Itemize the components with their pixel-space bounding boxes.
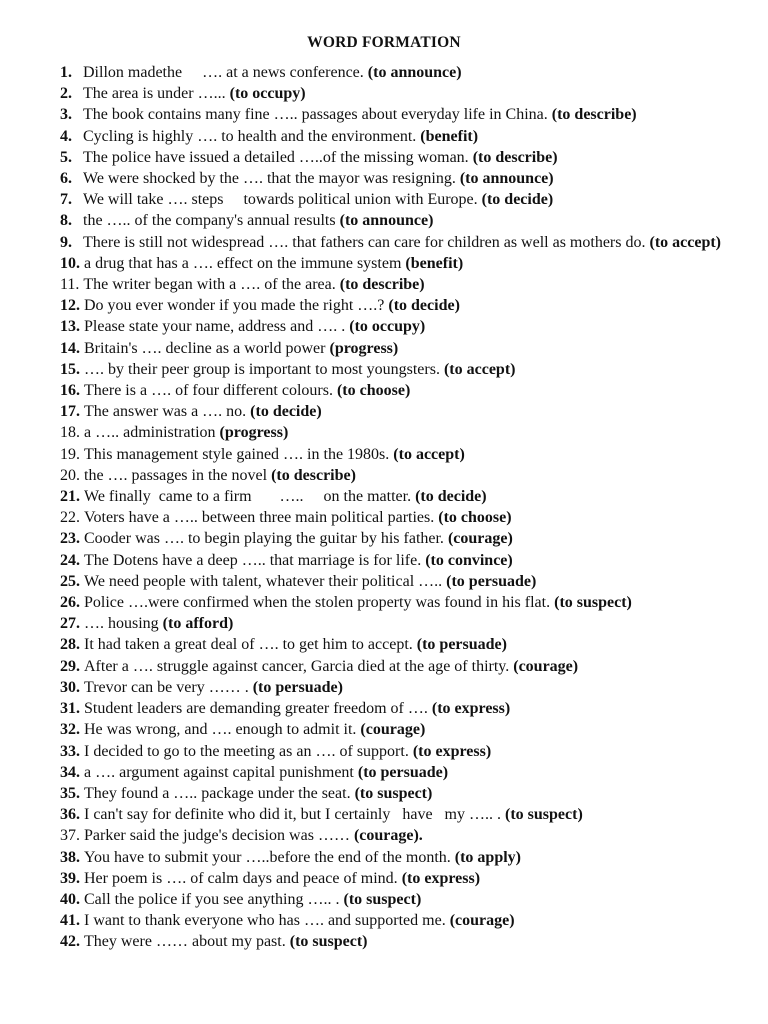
- item-sentence: You have to submit your …..before the end of the month.: [84, 848, 451, 866]
- item-root-word-hint: (courage): [513, 657, 579, 675]
- exercise-item: [60, 253, 722, 274]
- item-root-word-hint: (to apply): [454, 848, 521, 866]
- item-number: 28.: [60, 636, 80, 654]
- item-number: 17.: [60, 403, 80, 421]
- exercise-item: [60, 634, 722, 655]
- item-number: 6.: [60, 170, 72, 188]
- exercise-item: [60, 316, 722, 337]
- exercise-item: [60, 126, 722, 147]
- item-number: 42.: [60, 933, 80, 951]
- exercise-item: [60, 825, 722, 846]
- exercise-item: [60, 444, 722, 465]
- item-sentence: a drug that has a …. effect on the immune system: [84, 254, 402, 272]
- item-root-word-hint: (courage).: [353, 827, 423, 845]
- item-number: 12.: [60, 297, 80, 315]
- item-root-word-hint: (to convince): [425, 551, 513, 569]
- item-number: 38.: [60, 848, 80, 866]
- item-sentence: Britain's …. decline as a world power: [84, 339, 326, 357]
- exercise-item: [60, 486, 722, 507]
- item-sentence: Her poem is …. of calm days and peace of mind.: [84, 869, 398, 887]
- item-number: 5.: [60, 148, 72, 166]
- item-sentence: It had taken a great deal of …. to get him to accept.: [84, 636, 413, 654]
- item-root-word-hint: (to announce): [367, 64, 462, 81]
- item-sentence: I decided to go to the meeting as an …. of support.: [84, 742, 409, 760]
- item-number: 37.: [60, 827, 80, 845]
- item-number: 41.: [60, 912, 80, 930]
- item-number: 20.: [60, 466, 80, 484]
- item-sentence: Police ….were confirmed when the stolen property was found in his flat.: [84, 594, 551, 612]
- item-root-word-hint: (to occupy): [229, 85, 306, 103]
- item-sentence: Student leaders are demanding greater freedom of ….: [84, 700, 428, 718]
- item-root-word-hint: (to accept): [649, 233, 721, 251]
- item-number: 11.: [60, 276, 80, 294]
- item-root-word-hint: (to accept): [443, 360, 516, 378]
- exercise-item: [60, 104, 722, 125]
- item-sentence: …. housing: [84, 615, 159, 633]
- exercise-item: [60, 910, 722, 931]
- item-root-word-hint: (progress): [329, 339, 399, 357]
- item-root-word-hint: (to choose): [438, 509, 512, 527]
- page-title: WORD FORMATION: [307, 34, 461, 51]
- item-root-word-hint: (to describe): [339, 276, 425, 294]
- exercise-item: [60, 931, 722, 952]
- exercise-item: [60, 83, 722, 104]
- exercise-item: [60, 189, 722, 210]
- item-sentence: They found a ….. package under the seat.: [84, 784, 351, 802]
- exercise-item: [60, 719, 722, 740]
- item-root-word-hint: (to suspect): [554, 594, 632, 612]
- item-sentence: Parker said the judge's decision was ……: [84, 827, 350, 845]
- item-number: 7.: [60, 191, 72, 209]
- item-root-word-hint: (to persuade): [416, 636, 507, 654]
- item-root-word-hint: (to choose): [336, 382, 411, 400]
- item-number: 18.: [60, 424, 80, 442]
- item-sentence: a ….. administration: [84, 424, 216, 442]
- item-sentence: Do you ever wonder if you made the right ….?: [84, 297, 385, 315]
- exercise-item: [60, 62, 722, 83]
- item-number: 23.: [60, 530, 80, 548]
- exercise-item: [60, 232, 722, 253]
- item-root-word-hint: (to decide): [250, 403, 322, 421]
- item-number: 15.: [60, 360, 80, 378]
- item-number: 3.: [60, 106, 72, 124]
- item-number: 25.: [60, 572, 80, 590]
- item-root-word-hint: (to suspect): [289, 933, 368, 951]
- item-sentence: the …. passages in the novel: [84, 466, 268, 484]
- item-root-word-hint: (progress): [219, 424, 289, 442]
- item-root-word-hint: (to decide): [481, 191, 554, 209]
- item-sentence: The book contains many fine ….. passages about everyday life in China.: [83, 106, 548, 124]
- item-sentence: After a …. struggle against cancer, Garcia died at the age of thirty.: [84, 657, 510, 675]
- item-root-word-hint: (to persuade): [446, 572, 537, 590]
- item-number: 35.: [60, 784, 80, 802]
- item-number: 22.: [60, 509, 80, 527]
- item-sentence: We were shocked by the …. that the mayor was resigning.: [83, 170, 456, 188]
- item-number: 14.: [60, 339, 80, 357]
- exercise-item: [60, 210, 722, 231]
- item-sentence: Please state your name, address and …. .: [84, 318, 346, 336]
- exercise-item: [60, 592, 722, 613]
- exercise-item: [60, 168, 722, 189]
- item-sentence: The writer began with a …. of the area.: [83, 276, 336, 294]
- exercise-list: [60, 62, 722, 953]
- exercise-item: [60, 783, 722, 804]
- item-sentence: I want to thank everyone who has …. and supported me.: [84, 912, 446, 930]
- exercise-item: [60, 698, 722, 719]
- item-sentence: The police have issued a detailed …..of the missing woman.: [83, 148, 469, 166]
- item-number: 16.: [60, 382, 80, 400]
- item-number: 26.: [60, 594, 80, 612]
- exercise-item: [60, 380, 722, 401]
- item-sentence: Trevor can be very …… .: [84, 678, 249, 696]
- item-number: 39.: [60, 869, 80, 887]
- exercise-item: [60, 571, 722, 592]
- item-number: 19.: [60, 445, 80, 463]
- exercise-item: [60, 295, 722, 316]
- item-number: 40.: [60, 890, 80, 908]
- item-root-word-hint: (to occupy): [349, 318, 426, 336]
- item-root-word-hint: (to describe): [472, 148, 558, 166]
- exercise-item: [60, 465, 722, 486]
- item-root-word-hint: (to describe): [271, 466, 356, 484]
- item-number: 9.: [60, 233, 72, 251]
- item-sentence: This management style gained …. in the 1980s.: [84, 445, 390, 463]
- item-root-word-hint: (to announce): [459, 170, 554, 188]
- item-root-word-hint: (to announce): [339, 212, 434, 230]
- exercise-item: [60, 804, 722, 825]
- item-root-word-hint: (courage): [449, 912, 515, 930]
- item-sentence: There is still not widespread …. that fathers can care for children as well as mothers do.: [83, 233, 646, 251]
- item-root-word-hint: (to express): [412, 742, 492, 760]
- item-sentence: There is a …. of four different colours.: [84, 382, 333, 400]
- item-sentence: They were …… about my past.: [84, 933, 286, 951]
- item-number: 36.: [60, 806, 80, 824]
- item-number: 13.: [60, 318, 80, 336]
- item-sentence: I can't say for definite who did it, but I certainly have my ….. .: [84, 806, 501, 824]
- item-number: 4.: [60, 127, 72, 145]
- exercise-item: [60, 338, 722, 359]
- exercise-item: [60, 507, 722, 528]
- item-root-word-hint: (to persuade): [252, 678, 343, 696]
- exercise-item: [60, 889, 722, 910]
- item-sentence: a …. argument against capital punishment: [84, 763, 354, 781]
- item-number: 21.: [60, 488, 80, 506]
- exercise-item: [60, 677, 722, 698]
- item-sentence: The area is under …...: [83, 85, 226, 103]
- item-root-word-hint: (benefit): [420, 127, 479, 145]
- item-number: 33.: [60, 742, 80, 760]
- item-root-word-hint: (to express): [401, 869, 481, 887]
- item-root-word-hint: (to suspect): [343, 890, 422, 908]
- item-root-word-hint: (to afford): [162, 615, 234, 633]
- item-sentence: Cooder was …. to begin playing the guitar by his father.: [84, 530, 444, 548]
- item-root-word-hint: (to persuade): [357, 763, 449, 781]
- item-sentence: We will take …. steps towards political union with Europe.: [83, 191, 478, 209]
- exercise-item: [60, 656, 722, 677]
- item-number: 29.: [60, 657, 80, 675]
- item-number: 27.: [60, 615, 80, 633]
- exercise-item: [60, 401, 722, 422]
- item-number: 31.: [60, 700, 80, 718]
- item-sentence: He was wrong, and …. enough to admit it.: [84, 721, 357, 739]
- exercise-item: [60, 847, 722, 868]
- item-sentence: We finally came to a firm ….. on the matter.: [84, 488, 412, 506]
- item-number: 32.: [60, 721, 80, 739]
- item-root-word-hint: (courage): [360, 721, 426, 739]
- exercise-item: [60, 147, 722, 168]
- item-number: 10.: [60, 254, 80, 272]
- exercise-item: [60, 359, 722, 380]
- item-sentence: Cycling is highly …. to health and the environment.: [83, 127, 417, 145]
- item-sentence: the ….. of the company's annual results: [83, 212, 336, 230]
- exercise-item: [60, 422, 722, 443]
- item-number: 34.: [60, 763, 80, 781]
- item-number: 1.: [60, 64, 72, 81]
- item-sentence: The answer was a …. no.: [84, 403, 247, 421]
- exercise-item: [60, 613, 722, 634]
- item-sentence: Dillon madethe …. at a news conference.: [83, 64, 364, 81]
- item-number: 8.: [60, 212, 72, 230]
- exercise-item: [60, 550, 722, 571]
- item-root-word-hint: (to express): [431, 700, 511, 718]
- item-root-word-hint: (to suspect): [354, 784, 433, 802]
- item-sentence: Call the police if you see anything ….. .: [84, 890, 340, 908]
- item-root-word-hint: (to decide): [388, 297, 460, 315]
- item-root-word-hint: (to describe): [551, 106, 637, 124]
- item-root-word-hint: (to accept): [393, 445, 465, 463]
- exercise-item: [60, 868, 722, 889]
- item-sentence: We need people with talent, whatever their political …..: [84, 572, 443, 590]
- item-number: 24.: [60, 551, 80, 569]
- item-sentence: Voters have a ….. between three main political parties.: [84, 509, 435, 527]
- item-root-word-hint: (to suspect): [505, 806, 583, 824]
- item-root-word-hint: (to decide): [415, 488, 487, 506]
- item-sentence: …. by their peer group is important to most youngsters.: [84, 360, 440, 378]
- exercise-item: [60, 741, 722, 762]
- item-root-word-hint: (courage): [447, 530, 513, 548]
- item-number: 30.: [60, 678, 80, 696]
- exercise-item: [60, 528, 722, 549]
- exercise-item: [60, 274, 722, 295]
- exercise-item: [60, 762, 722, 783]
- item-sentence: The Dotens have a deep ….. that marriage is for life.: [84, 551, 422, 569]
- item-number: 2.: [60, 85, 72, 103]
- item-root-word-hint: (benefit): [405, 254, 464, 272]
